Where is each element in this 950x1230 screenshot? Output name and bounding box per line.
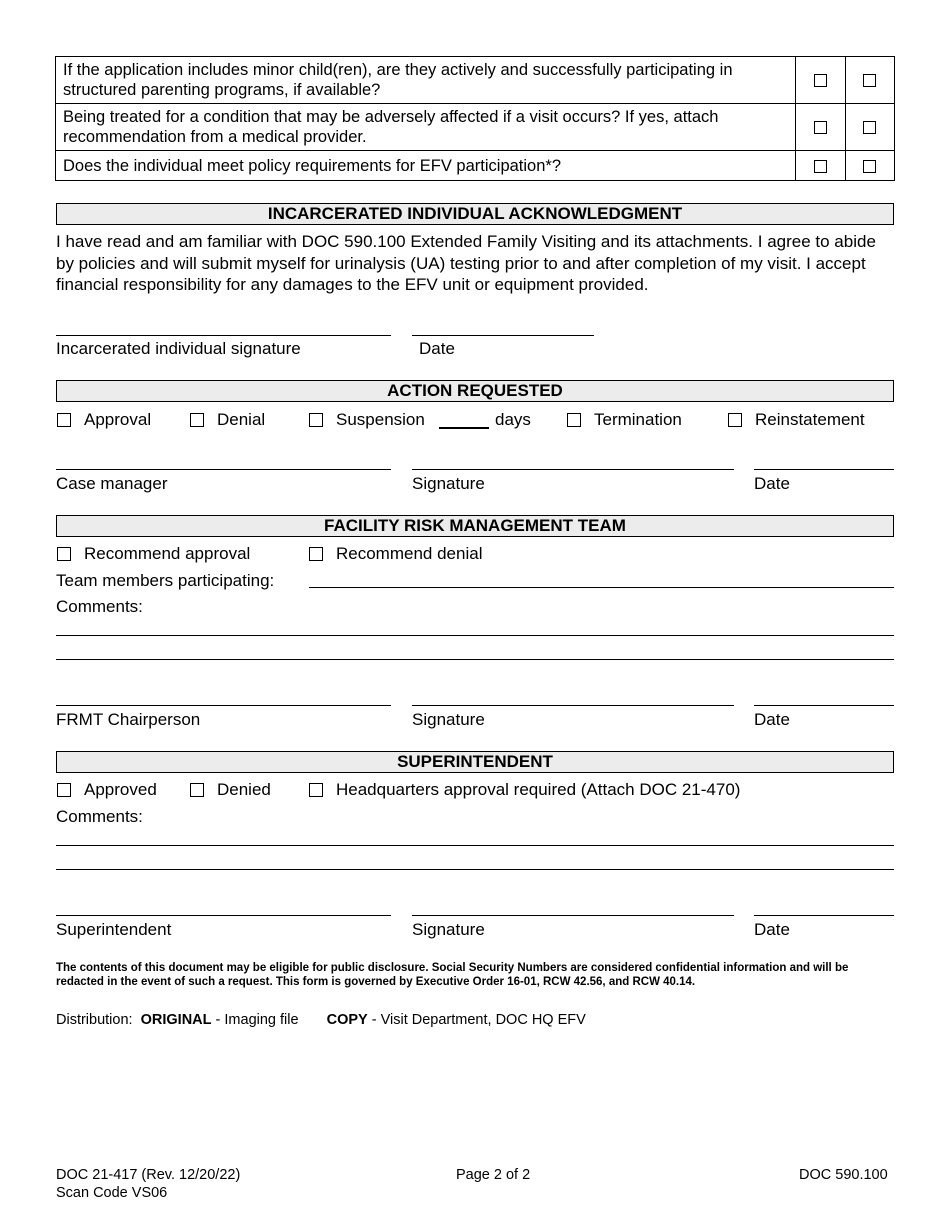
signature-line[interactable]: [412, 705, 734, 706]
table-row: [56, 151, 895, 181]
yes-checkbox[interactable]: [814, 74, 827, 87]
denial-label: Denial: [217, 410, 266, 429]
date-line[interactable]: [754, 915, 894, 916]
suspension-checkbox[interactable]: [309, 413, 323, 427]
signature-label: Signature: [412, 474, 485, 493]
recommend-approval-label: Recommend approval: [84, 544, 251, 563]
hq-approval-label: Headquarters approval required (Attach DOC 21-470): [336, 780, 741, 799]
denial-checkbox[interactable]: [190, 413, 204, 427]
team-members-label: Team members participating:: [56, 571, 275, 590]
signature-line[interactable]: [56, 335, 391, 336]
date-label: Date: [754, 710, 790, 729]
date-label: Date: [419, 339, 455, 358]
case-manager-line[interactable]: [56, 469, 391, 470]
copy-label: COPY: [326, 1012, 368, 1028]
date-line[interactable]: [412, 335, 594, 336]
question-text: If the application includes minor child(ren), are they actively and successfully participating in structured parenting programs, if available?: [56, 57, 796, 104]
recommend-denial-checkbox[interactable]: [309, 547, 323, 561]
team-members-field[interactable]: [309, 587, 894, 588]
comments-label: Comments:: [56, 597, 143, 616]
approved-checkbox[interactable]: [57, 783, 71, 797]
distribution-line: [56, 1011, 586, 1029]
signature-line[interactable]: [412, 915, 734, 916]
question-text: Being treated for a condition that may be adversely affected if a visit occurs? If yes, attach recommendation from a medical provider.: [56, 104, 796, 151]
no-checkbox[interactable]: [863, 160, 876, 173]
comments-line[interactable]: [56, 635, 894, 636]
no-checkbox[interactable]: [863, 121, 876, 134]
denied-label: Denied: [217, 780, 271, 799]
signature-label: Signature: [412, 920, 485, 939]
suspension-days-field[interactable]: [439, 427, 489, 429]
hq-approval-checkbox[interactable]: [309, 783, 323, 797]
original-destination: - Imaging file: [215, 1012, 299, 1028]
action-requested-header: ACTION REQUESTED: [56, 380, 894, 402]
comments-line[interactable]: [56, 659, 894, 660]
policy-number: DOC 590.100: [799, 1167, 888, 1183]
termination-label: Termination: [594, 410, 682, 429]
superintendent-header: SUPERINTENDENT: [56, 751, 894, 773]
table-row: [56, 57, 895, 104]
distribution-label: Distribution:: [56, 1012, 133, 1028]
superintendent-line[interactable]: [56, 915, 391, 916]
termination-checkbox[interactable]: [567, 413, 581, 427]
frmt-chairperson-label: FRMT Chairperson: [56, 710, 201, 729]
reinstatement-checkbox[interactable]: [728, 413, 742, 427]
comments-label: Comments:: [56, 807, 143, 826]
reinstatement-label: Reinstatement: [755, 410, 865, 429]
scan-code: Scan Code VS06: [56, 1185, 168, 1201]
recommend-approval-checkbox[interactable]: [57, 547, 71, 561]
recommend-denial-label: Recommend denial: [336, 544, 483, 563]
comments-line[interactable]: [56, 845, 894, 846]
approval-checkbox[interactable]: [57, 413, 71, 427]
eligibility-questions-table: [55, 56, 895, 181]
yes-checkbox[interactable]: [814, 160, 827, 173]
chairperson-line[interactable]: [56, 705, 391, 706]
no-checkbox[interactable]: [863, 74, 876, 87]
approved-label: Approved: [84, 780, 157, 799]
approval-label: Approval: [84, 410, 152, 429]
acknowledgment-header: INCARCERATED INDIVIDUAL ACKNOWLEDGMENT: [56, 203, 894, 225]
superintendent-label: Superintendent: [56, 920, 172, 939]
frmt-header: FACILITY RISK MANAGEMENT TEAM: [56, 515, 894, 537]
date-line[interactable]: [754, 705, 894, 706]
public-disclosure-notice: The contents of this document may be eligible for public disclosure. Social Security Numbers are considered confidential information and will be redacted in the event of such a request. This form is governed by Executive Order 16-01, RCW 42.56, and RCW 40.14.: [56, 962, 849, 988]
date-line[interactable]: [754, 469, 894, 470]
suspension-label: Suspension: [336, 410, 425, 429]
copy-destination: - Visit Department, DOC HQ EFV: [371, 1012, 586, 1028]
signature-line[interactable]: [412, 469, 734, 470]
date-label: Date: [754, 474, 790, 493]
denied-checkbox[interactable]: [190, 783, 204, 797]
question-text: Does the individual meet policy requirements for EFV participation*?: [56, 151, 796, 181]
case-manager-label: Case manager: [56, 474, 168, 493]
form-number: DOC 21-417 (Rev. 12/20/22): [56, 1167, 241, 1183]
date-label: Date: [754, 920, 790, 939]
table-row: [56, 104, 895, 151]
days-label: days: [495, 410, 531, 429]
comments-line[interactable]: [56, 869, 894, 870]
incarcerated-signature-label: Incarcerated individual signature: [56, 339, 301, 358]
acknowledgment-text: I have read and am familiar with DOC 590.100 Extended Family Visiting and its attachments. I agree to abide by policies and will submit myself for urinalysis (UA) testing prior to and after completion of my visit. I accept financial responsibility for any damages to the EFV unit or equipment provided.: [56, 232, 876, 294]
page-number: Page 2 of 2: [456, 1167, 531, 1183]
original-label: ORIGINAL: [140, 1012, 212, 1028]
yes-checkbox[interactable]: [814, 121, 827, 134]
signature-label: Signature: [412, 710, 485, 729]
